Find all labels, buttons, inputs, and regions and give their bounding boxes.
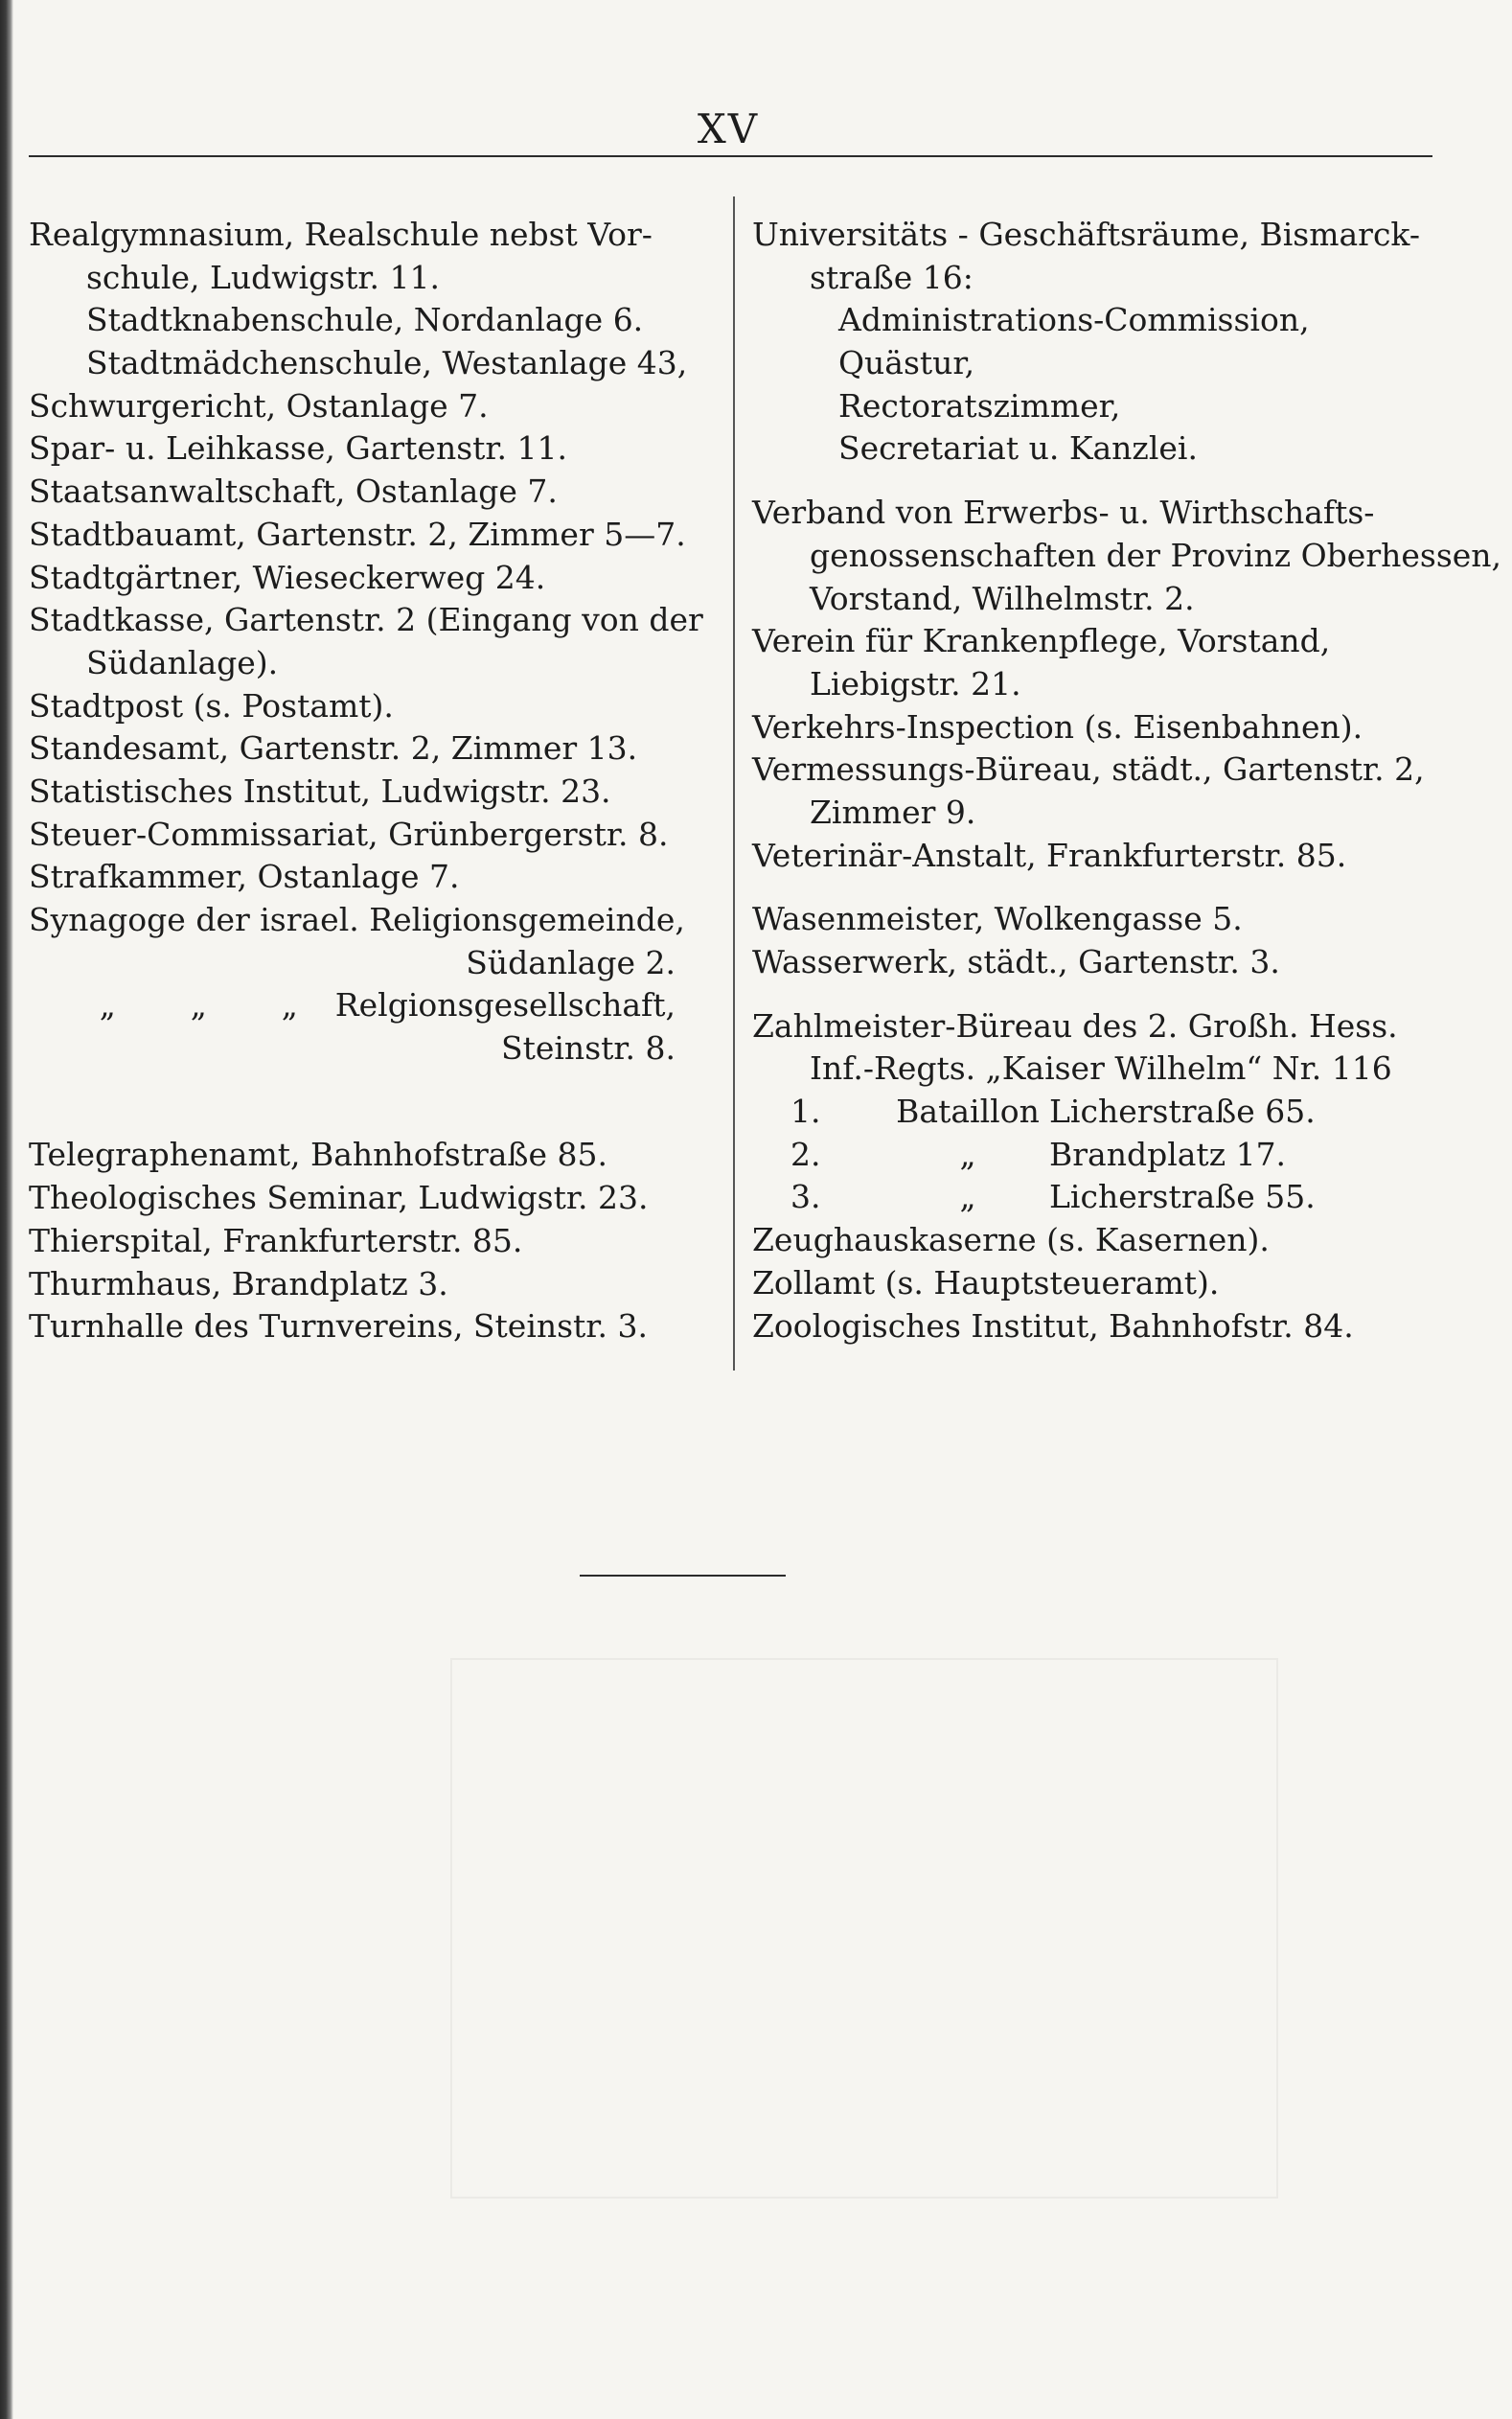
entry-verkehrs-inspection: Verkehrs-Inspection (s. Eisenbahnen). (752, 707, 1363, 746)
entry-strafkammer: Strafkammer, Ostanlage 7. (29, 858, 460, 896)
entry-zahlmeister-cont: Inf.-Regts. „Kaiser Wilhelm“ Nr. 116 (810, 1049, 1392, 1088)
page-binding-edge (0, 0, 13, 2419)
entry-verein-krankenpflege-cont: Liebigstr. 21. (810, 664, 1021, 703)
entry-religionsgesellschaft: Relgionsgesellschaft, (334, 986, 676, 1025)
end-rule (580, 1575, 786, 1577)
entry-verband-cont: Vorstand, Wilhelmstr. 2. (810, 579, 1195, 617)
entry-stadtmaedchenschule: Stadtmädchenschule, Westanlage 43, (86, 344, 688, 382)
ditto-mark: „ (190, 986, 207, 1025)
battalion-number: 3. (790, 1178, 821, 1216)
battalion-number: 1. (790, 1093, 821, 1131)
battalion-address: Licherstraße 65. (1049, 1093, 1316, 1131)
sub-entry-rectoratszimmer: Rectoratszimmer, (838, 386, 1121, 425)
spacer (29, 1071, 714, 1114)
entry-verband: Verband von Erwerbs- u. Wirthschafts- (752, 494, 1375, 532)
column-divider (733, 196, 735, 1371)
entry-staatsanwaltschaft: Staatsanwaltschaft, Ostanlage 7. (29, 472, 558, 511)
spacer (752, 984, 1437, 1005)
entry-zeughauskaserne: Zeughauskaserne (s. Kasernen). (752, 1221, 1270, 1259)
entry-telegraphenamt: Telegraphenamt, Bahnhofstraße 85. (29, 1136, 607, 1174)
battalion-address: Licherstraße 55. (1049, 1178, 1316, 1216)
bleed-through-from-reverse (450, 1658, 1278, 2199)
entry-stadtknabenschule: Stadtknabenschule, Nordanlage 6. (86, 301, 644, 339)
battalion-number: 2. (790, 1135, 821, 1173)
entry-stadtkasse: Stadtkasse, Gartenstr. 2 (Eingang von der (29, 601, 703, 639)
page-number: XV (697, 105, 760, 152)
entry-realgymnasium-cont: schule, Ludwigstr. 11. (86, 258, 441, 296)
entry-ditto-row (29, 984, 714, 1027)
sub-entry-administration: Administrations-Commission, (838, 301, 1310, 339)
entry-stadtgaertner: Stadtgärtner, Wieseckerweg 24. (29, 558, 546, 596)
entry-standesamt: Standesamt, Gartenstr. 2, Zimmer 13. (29, 729, 638, 768)
entry-realgymnasium: Realgymnasium, Realschule nebst Vor- (29, 216, 653, 253)
entry-synagoge: Synagoge der israel. Religionsgemeinde, (29, 901, 685, 938)
ditto-mark: „ (959, 1178, 976, 1216)
spacer (752, 877, 1437, 898)
entry-thierspital: Thierspital, Frankfurterstr. 85. (29, 1221, 523, 1259)
entry-veterinaer-anstalt: Veterinär-Anstalt, Frankfurterstr. 85. (752, 836, 1347, 874)
spacer (752, 471, 1437, 492)
ditto-mark: „ (959, 1135, 976, 1173)
battalion-address: Brandplatz 17. (1049, 1135, 1287, 1173)
entry-sparkasse: Spar- u. Leihkasse, Gartenstr. 11. (29, 429, 568, 468)
entry-stadtbauamt: Stadtbauamt, Gartenstr. 2, Zimmer 5—7. (29, 515, 686, 553)
entry-verein-krankenpflege: Verein für Krankenpflege, Vorstand, (752, 622, 1331, 660)
entry-universitaet: Universitäts - Geschäftsräume, Bismarck- (752, 216, 1420, 253)
left-column (29, 214, 714, 1348)
sub-entry-secretariat: Secretariat u. Kanzlei. (838, 429, 1198, 468)
spacer (29, 1113, 714, 1134)
entry-vermessungs-bureau: Vermessungs-Büreau, städt., Gartenstr. 2, (752, 750, 1425, 789)
entry-stadtpost: Stadtpost (s. Postamt). (29, 686, 394, 725)
entry-wasserwerk: Wasserwerk, städt., Gartenstr. 3. (752, 943, 1280, 980)
ditto-mark: „ (281, 986, 298, 1025)
entry-synagoge-cont: Südanlage 2. (466, 943, 676, 981)
entry-zahlmeister: Zahlmeister-Büreau des 2. Großh. Hess. (752, 1006, 1398, 1045)
sub-entry-quaestur: Quästur, (838, 344, 975, 382)
entry-wasenmeister: Wasenmeister, Wolkengasse 5. (752, 900, 1243, 938)
battalion-row (752, 1134, 1437, 1177)
entry-steuer-commissariat: Steuer-Commissariat, Grünbergerstr. 8. (29, 815, 669, 853)
entry-vermessungs-bureau-cont: Zimmer 9. (810, 793, 976, 831)
battalion-row (752, 1091, 1437, 1134)
battalion-row (752, 1176, 1437, 1219)
header-rule (29, 155, 1432, 157)
entry-stadtkasse-cont: Südanlage). (86, 643, 279, 681)
ditto-mark: „ (99, 986, 116, 1025)
battalion-label: Bataillon (896, 1093, 1040, 1131)
entry-turnhalle: Turnhalle des Turnvereins, Steinstr. 3. (29, 1307, 648, 1346)
entry-zollamt: Zollamt (s. Hauptsteueramt). (752, 1263, 1220, 1302)
entry-statistisches-institut: Statistisches Institut, Ludwigstr. 23. (29, 772, 611, 810)
entry-verband-cont: genossenschaften der Provinz Oberhessen, (810, 536, 1502, 574)
entry-thurmhaus: Thurmhaus, Brandplatz 3. (29, 1264, 448, 1302)
entry-universitaet-cont: straße 16: (810, 258, 974, 296)
entry-zoologisches-institut: Zoologisches Institut, Bahnhofstr. 84. (752, 1306, 1354, 1345)
entry-schwurgericht: Schwurgericht, Ostanlage 7. (29, 386, 489, 425)
entry-theologisches-seminar: Theologisches Seminar, Ludwigstr. 23. (29, 1179, 649, 1217)
right-column (752, 214, 1502, 1348)
entry-religionsgesellschaft-cont: Steinstr. 8. (500, 1029, 676, 1068)
